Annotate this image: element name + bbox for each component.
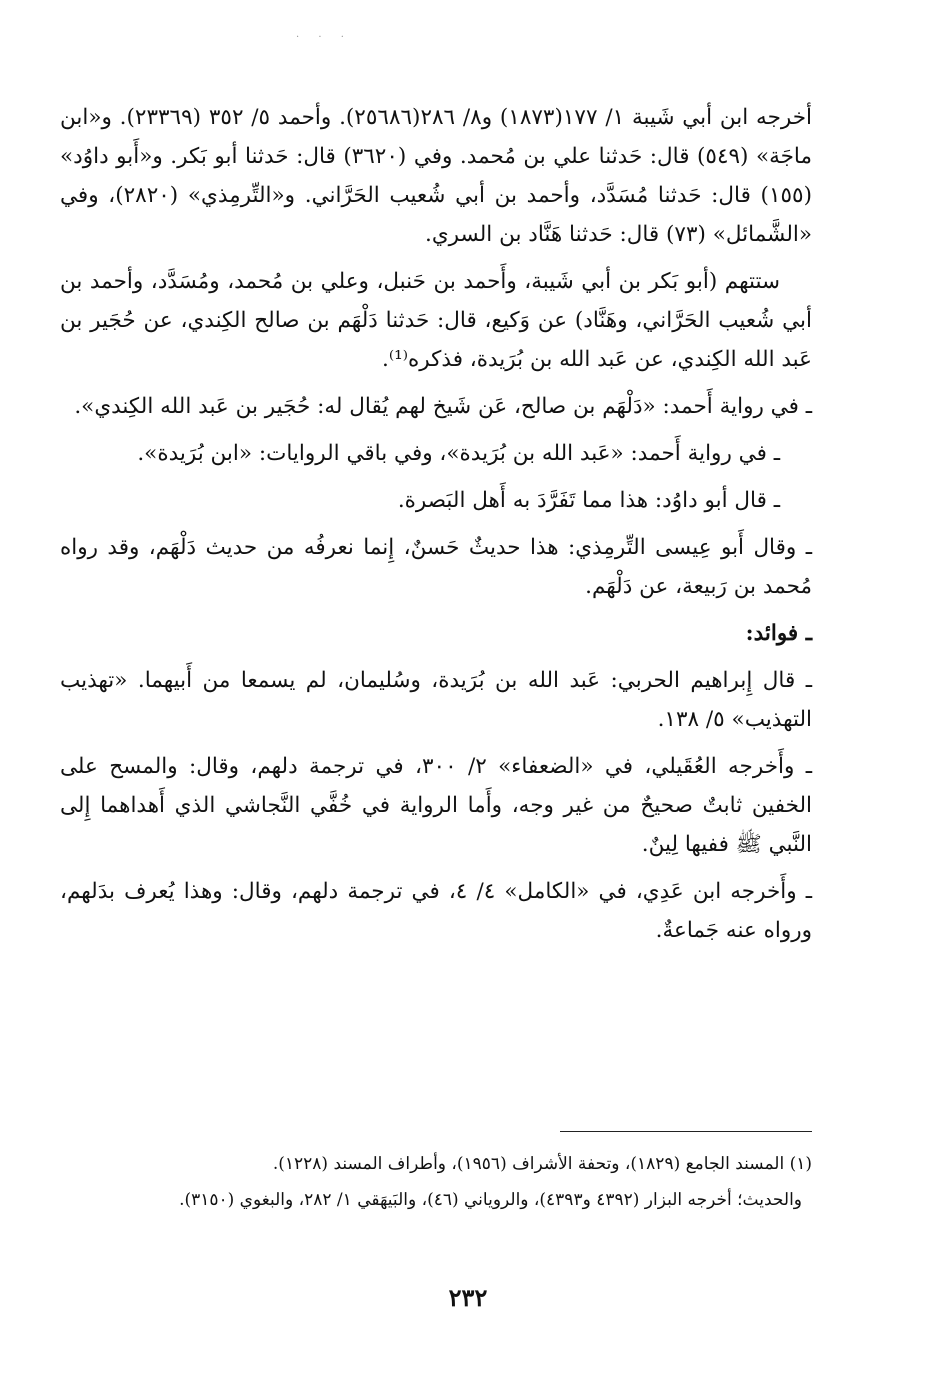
footnote-divider xyxy=(560,1131,812,1132)
paragraph-uqayli: ـ وأَخرجه العُقَيلي، في «الضعفاء» ٢/ ٣٠٠، في ترجمة دلهم، وقال: والمسح على الخفين ثابتٌ صحيحٌ من غير وجه، وأَما الرواية في خُفَّي النَّجاشي الذي أَهداهما إِلى النَّبي ﷺ ففيها لِينٌ. xyxy=(60,754,813,857)
paragraph-abu-dawud: ـ قال أبو داوُد: هذا مما تَفَرَّدَ به أَهل البَصرة. xyxy=(397,488,780,513)
footnote-hadith-sources: والحديث؛ أخرجه البزار (٤٣٩٢ و٤٣٩٣)، والروياني (٤٦)، والبَيهَقي ١/ ٢٨٢، والبغوي (٣١٥٠). xyxy=(179,1190,802,1210)
paragraph-isnad: ستتهم (أبو بَكر بن أبي شَيبة، وأَحمد بن حَنبل، وعلي بن مُحمد، ومُسَدَّد، وأحمد بن أبي شُعيب الحَرَّاني، وهَنَّاد) عن وَكيع، قال: حَدثنا دَلْهَم بن صالح الكِندي، عن حُجَير بن عَبد الله الكِندي، عن عَبد الله بن بُرَيدة، فذكره⁽¹⁾. xyxy=(60,269,812,372)
paragraph-tirmidhi: ـ وقال أَبو عِيسى التِّرمِذي: هذا حديثٌ حَسنٌ، إِنما نعرفُه من حديث دَلْهَم، وقد رواه مُحمد بن رَبيعة، عن دَلْهَم. xyxy=(60,535,812,599)
section-heading-fawaid: ـ فوائد: xyxy=(745,621,812,646)
paragraph-harbi: ـ قال إِبراهيم الحربي: عَبد الله بن بُرَيدة، وسُليمان، لم يسمعا من أَبيهما. «تهذيب التهذيب» ٥/ ١٣٨. xyxy=(60,668,812,732)
main-text xyxy=(60,98,812,958)
paragraph-note-ahmad-1: ـ في رواية أَحمد: «دَلْهَم بن صالح، عَن شَيخ لهم يُقال له: حُجَير بن عَبد الله الكِندي». xyxy=(74,394,812,419)
top-marks: · · · xyxy=(296,32,352,43)
footnotes xyxy=(60,1146,812,1218)
footnote-1: (١) المسند الجامع (١٨٢٩)، وتحفة الأشراف (١٩٥٦)، وأطراف المسند (١٢٢٨). xyxy=(272,1154,812,1174)
paragraph-note-ahmad-2: ـ في رواية أَحمد: «عَبد الله بن بُرَيدة»، وفي باقي الروايات: «ابن بُرَيدة». xyxy=(137,441,780,466)
page-number: ٢٣٢ xyxy=(448,1283,488,1312)
paragraph-takhrij: أخرجه ابن أبي شَيبة ١/ ١٧٧(١٨٧٣) و٨/ ٢٨٦(٢٥٦٨٦). وأحمد ٥/ ٣٥٢ (٢٣٣٦٩). و«ابن ماجَة» (٥٤٩) قال: حَدثنا علي بن مُحمد. وفي (٣٦٢٠) قال: حَدثنا أبو بَكر. و«أَبو داوُد» (١٥٥) قال: حَدثنا مُسَدَّد، وأحمد بن أبي شُعيب الحَرَّاني. و«التِّرمِذي» (٢٨٢٠)، وفي «الشَّمائل» (٧٣) قال: حَدثنا هَنَّاد بن السري. xyxy=(60,105,813,247)
paragraph-ibn-adi: ـ وأَخرجه ابن عَدِي، في «الكامل» ٤/ ٤، في ترجمة دلهم، وقال: وهذا يُعرف بدَلهم، ورواه عنه جَماعةٌ. xyxy=(60,879,812,943)
